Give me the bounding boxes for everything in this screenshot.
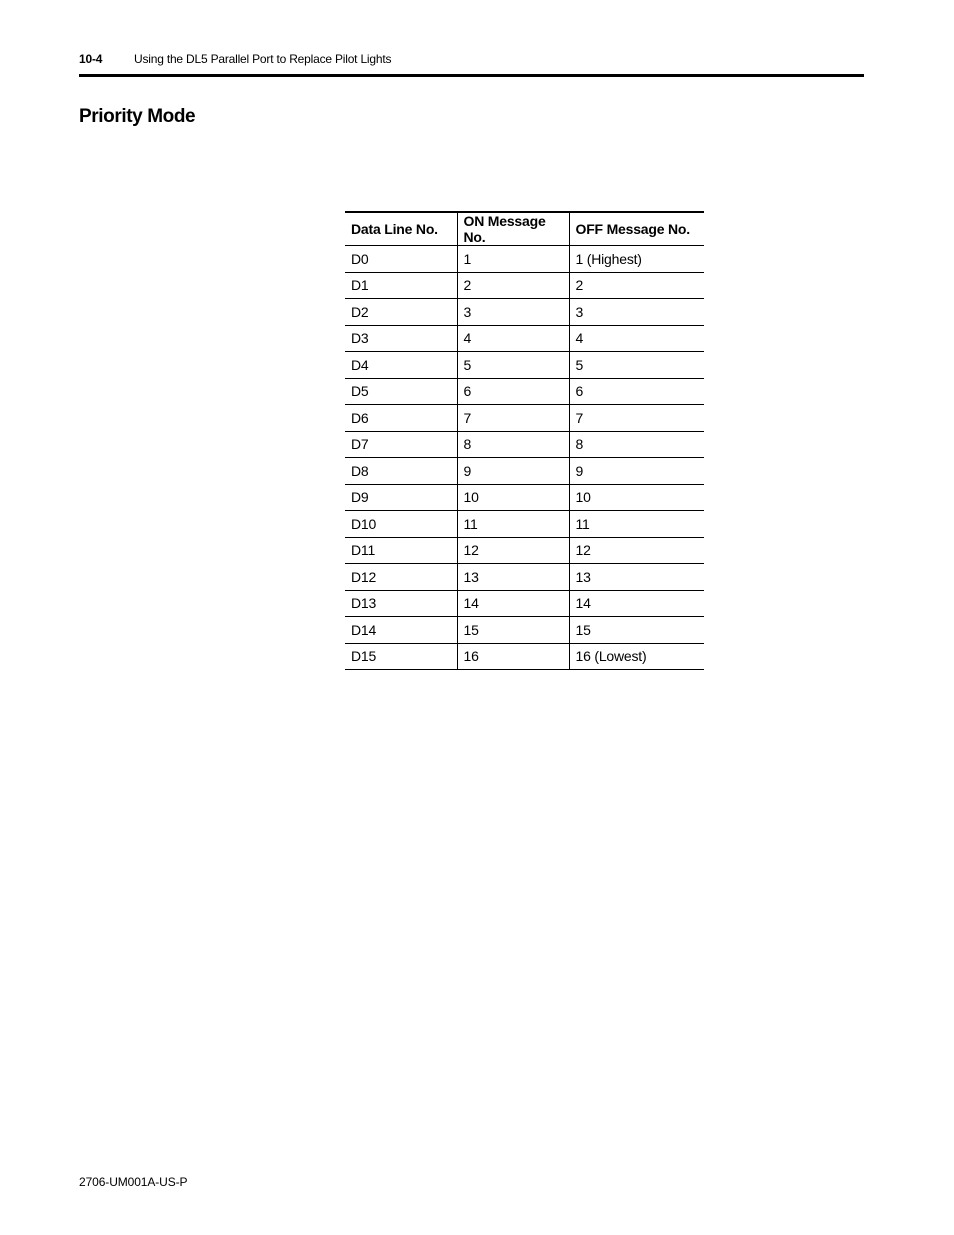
data-line-cell: D0 [345, 246, 457, 273]
data-line-cell: D1 [345, 272, 457, 299]
table-row [345, 484, 704, 511]
on-message-cell: 5 [457, 352, 569, 379]
data-line-cell: D11 [345, 537, 457, 564]
on-message-cell: 13 [457, 564, 569, 591]
table-row [345, 537, 704, 564]
table-row [345, 405, 704, 432]
off-message-cell: 2 [569, 272, 704, 299]
on-message-cell: 9 [457, 458, 569, 485]
on-message-cell: 11 [457, 511, 569, 538]
data-line-cell: D2 [345, 299, 457, 326]
off-message-cell: 7 [569, 405, 704, 432]
off-message-cell: 6 [569, 378, 704, 405]
off-message-cell: 8 [569, 431, 704, 458]
on-message-cell: 16 [457, 643, 569, 670]
table-row [345, 458, 704, 485]
data-line-cell: D13 [345, 590, 457, 617]
on-message-cell: 6 [457, 378, 569, 405]
table-row [345, 378, 704, 405]
priority-table [345, 211, 704, 670]
on-message-cell: 12 [457, 537, 569, 564]
off-message-cell: 9 [569, 458, 704, 485]
table-row [345, 272, 704, 299]
off-message-cell: 1 (Highest) [569, 246, 704, 273]
table-header-row [345, 212, 704, 246]
running-header [79, 52, 864, 68]
off-message-cell: 10 [569, 484, 704, 511]
page-number: 10-4 [79, 52, 103, 66]
header-rule [79, 74, 864, 77]
off-message-cell: 5 [569, 352, 704, 379]
data-line-cell: D7 [345, 431, 457, 458]
data-line-cell: D9 [345, 484, 457, 511]
off-message-cell: 3 [569, 299, 704, 326]
on-message-cell: 7 [457, 405, 569, 432]
table-row [345, 325, 704, 352]
off-message-cell: 14 [569, 590, 704, 617]
off-message-cell: 13 [569, 564, 704, 591]
table-row [345, 511, 704, 538]
data-line-cell: D3 [345, 325, 457, 352]
on-message-cell: 2 [457, 272, 569, 299]
table-row [345, 643, 704, 670]
table-row [345, 352, 704, 379]
table-row [345, 431, 704, 458]
publication-number: 2706-UM001A-US-P [79, 1175, 188, 1189]
off-message-cell: 12 [569, 537, 704, 564]
data-line-cell: D10 [345, 511, 457, 538]
data-line-cell: D6 [345, 405, 457, 432]
off-message-cell: 15 [569, 617, 704, 644]
on-message-cell: 15 [457, 617, 569, 644]
table-row [345, 299, 704, 326]
data-line-cell: D4 [345, 352, 457, 379]
data-line-cell: D8 [345, 458, 457, 485]
data-line-cell: D15 [345, 643, 457, 670]
on-message-cell: 3 [457, 299, 569, 326]
off-message-cell: 11 [569, 511, 704, 538]
table-row [345, 590, 704, 617]
on-message-cell: 8 [457, 431, 569, 458]
on-message-cell: 14 [457, 590, 569, 617]
data-line-cell: D14 [345, 617, 457, 644]
chapter-title: Using the DL5 Parallel Port to Replace Pilot Lights [134, 52, 392, 66]
column-header-data-line: Data Line No. [345, 212, 457, 246]
on-message-cell: 1 [457, 246, 569, 273]
table-row [345, 617, 704, 644]
off-message-cell: 4 [569, 325, 704, 352]
data-line-cell: D12 [345, 564, 457, 591]
table-row [345, 246, 704, 273]
column-header-on-message: ON Message No. [457, 212, 569, 246]
data-line-cell: D5 [345, 378, 457, 405]
on-message-cell: 10 [457, 484, 569, 511]
column-header-off-message: OFF Message No. [569, 212, 704, 246]
on-message-cell: 4 [457, 325, 569, 352]
off-message-cell: 16 (Lowest) [569, 643, 704, 670]
section-title: Priority Mode [79, 106, 196, 127]
table-row [345, 564, 704, 591]
